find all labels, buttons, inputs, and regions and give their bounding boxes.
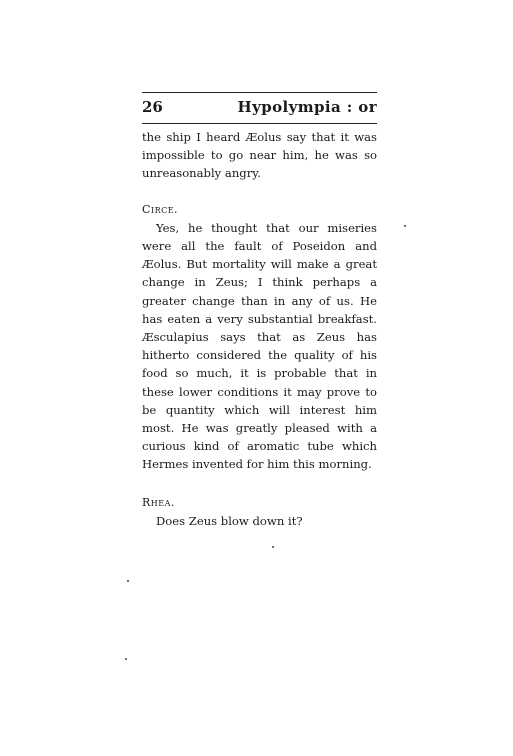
text-block — [142, 128, 377, 530]
page-number: 26 — [142, 98, 163, 116]
header-rule-top — [142, 92, 377, 93]
speech-rhea: Does Zeus blow down it? — [156, 513, 303, 528]
speaker-rhea: Rhea. — [142, 495, 175, 509]
print-speck — [404, 225, 406, 227]
continuation-paragraph: the ship I heard Æolus say that it was impossible to go near him, he was so unreasonably angry. — [142, 130, 377, 181]
running-header — [142, 98, 377, 118]
print-speck — [125, 658, 127, 660]
running-title: Hypolympia : or — [237, 98, 377, 116]
speech-circe: Yes, he thought that our miseries were all the fault of Poseidon and Æolus. But mortality will make a great change in Zeus; I think perhaps a greater change than in any of us. He has eaten a very substantial breakfast. Æsculapius says that as Zeus has hitherto considered the quality of his food so much, it is probable that in these lower conditions it may prove to be quantity which will interest him most. He was greatly pleased with a curious kind of aromatic tube which Hermes invented for him this morning. — [142, 220, 377, 472]
speaker-circe: Circe. — [142, 202, 179, 216]
print-speck — [272, 546, 274, 548]
print-speck — [127, 580, 129, 582]
header-rule-bottom — [142, 123, 377, 124]
